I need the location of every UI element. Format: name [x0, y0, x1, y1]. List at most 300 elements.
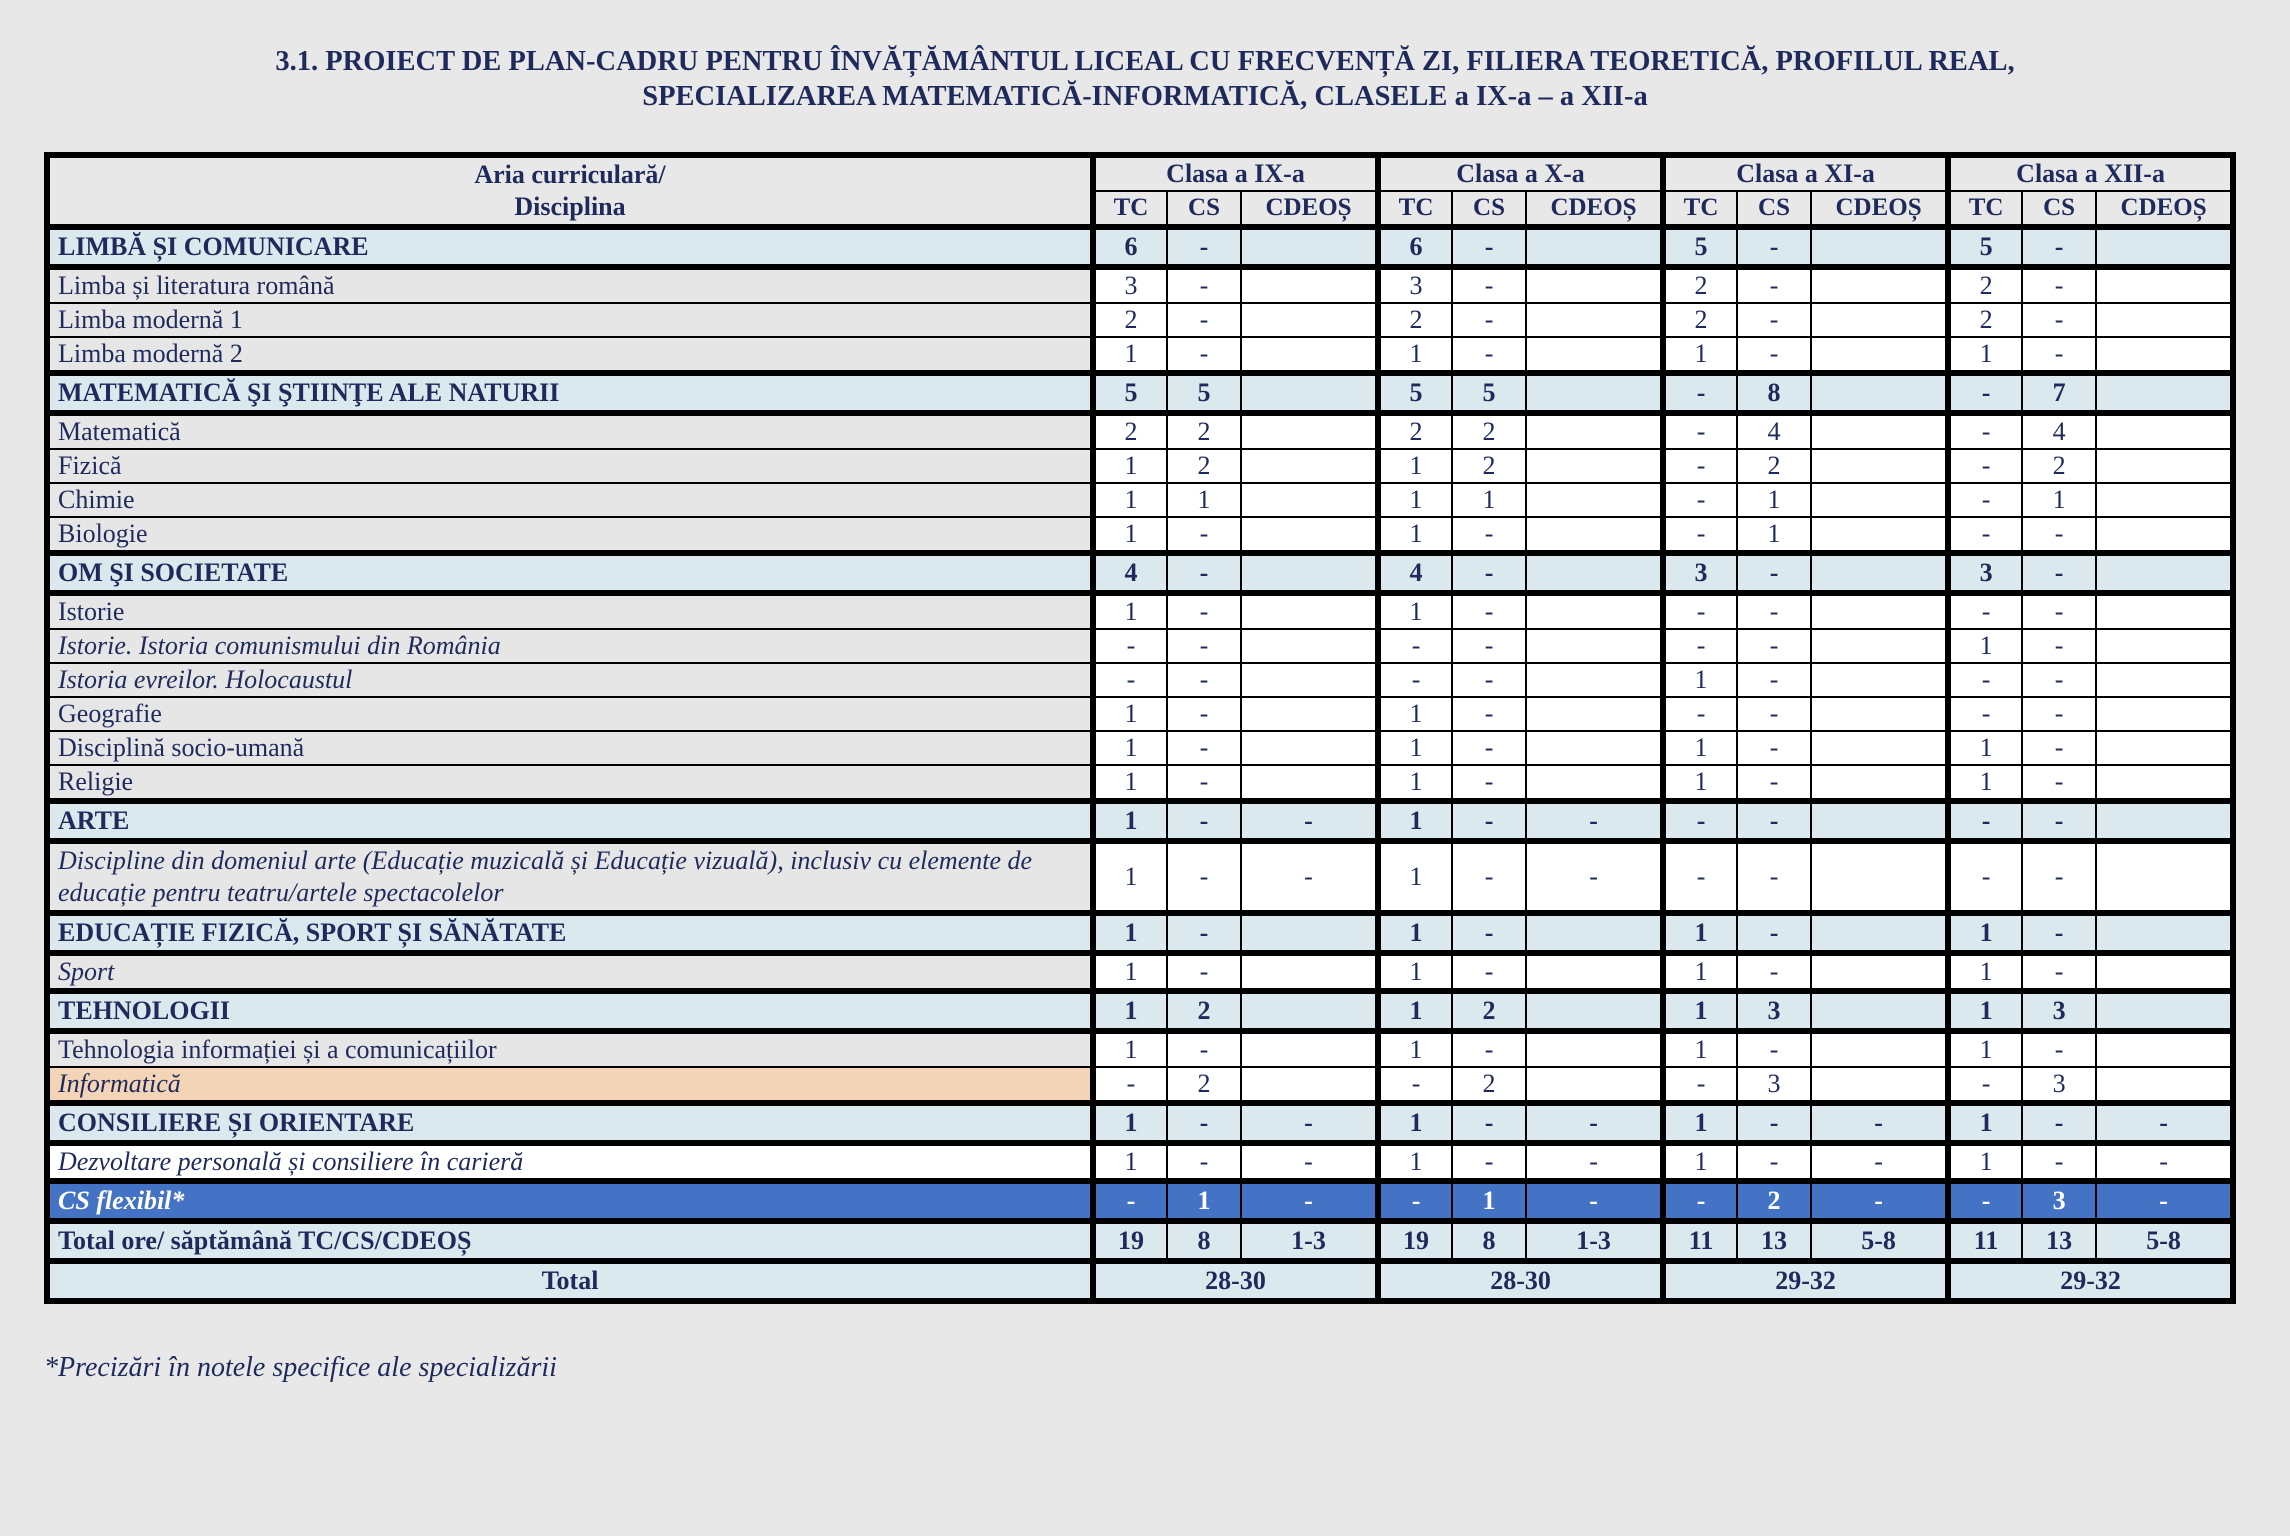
- cs-cell: -: [2022, 267, 2096, 303]
- cs-cell: 2: [1167, 1067, 1241, 1103]
- cs-cell: 8: [1452, 1221, 1526, 1261]
- cs-cell: -: [1452, 953, 1526, 991]
- cs-cell: -: [1737, 1031, 1811, 1067]
- tc-cell: 1: [1378, 517, 1452, 553]
- cdeos-cell: [1241, 765, 1378, 801]
- cs-cell: 8: [1737, 373, 1811, 413]
- cdeos-cell: [1241, 629, 1378, 663]
- tc-cell: -: [1378, 1181, 1452, 1221]
- tc-cell: -: [1663, 801, 1737, 841]
- cs-cell: -: [1737, 841, 1811, 913]
- discipline-row: [47, 953, 2233, 991]
- row-name: Istorie. Istoria comunismului din România: [47, 629, 1093, 663]
- cdeos-cell: [1241, 991, 1378, 1031]
- cs-cell: -: [2022, 663, 2096, 697]
- tc-cell: 1: [1663, 1143, 1737, 1181]
- cdeos-cell: [2096, 227, 2233, 267]
- cs-cell: -: [2022, 593, 2096, 629]
- cdeos-cell: [1526, 1031, 1663, 1067]
- row-name: Discipline din domeniul arte (Educație muzicală și Educație vizuală), inclusiv cu elemente de educație pentru teatru/artele spectacolelor: [47, 841, 1093, 913]
- cs-cell: -: [2022, 1031, 2096, 1067]
- cs-cell: -: [1167, 913, 1241, 953]
- row-name: CONSILIERE ȘI ORIENTARE: [47, 1103, 1093, 1143]
- row-name: Dezvoltare personală și consiliere în carieră: [47, 1143, 1093, 1181]
- discipline-row: [47, 697, 2233, 731]
- tc-cell: 1: [1378, 801, 1452, 841]
- cs-cell: 3: [1737, 1067, 1811, 1103]
- cs-cell: 3: [2022, 1181, 2096, 1221]
- tc-cell: -: [1948, 517, 2022, 553]
- area-row: [47, 1103, 2233, 1143]
- cdeos-cell: [1241, 267, 1378, 303]
- cdeos-cell: -: [1241, 1143, 1378, 1181]
- header-class-xi: Clasa a XI-a: [1663, 155, 1948, 191]
- cdeos-cell: [1526, 593, 1663, 629]
- cdeos-cell: [1241, 697, 1378, 731]
- tc-cell: -: [1663, 517, 1737, 553]
- tc-cell: 1: [1663, 1031, 1737, 1067]
- row-name: Geografie: [47, 697, 1093, 731]
- cdeos-cell: [1526, 991, 1663, 1031]
- tc-cell: 2: [1663, 267, 1737, 303]
- cs-cell: 4: [1737, 413, 1811, 449]
- cdeos-cell: [2096, 303, 2233, 337]
- cs-cell: -: [1167, 765, 1241, 801]
- header-area-line-1: Aria curriculară/: [474, 160, 666, 189]
- cs-cell: 13: [1737, 1221, 1811, 1261]
- tc-cell: 1: [1093, 953, 1167, 991]
- cdeos-cell: [1241, 731, 1378, 765]
- cdeos-cell: -: [1241, 1181, 1378, 1221]
- tc-cell: -: [1948, 373, 2022, 413]
- tc-cell: 3: [1948, 553, 2022, 593]
- cs-cell: 1: [1167, 1181, 1241, 1221]
- cdeos-cell: [1241, 413, 1378, 449]
- total-hours-row: [47, 1221, 2233, 1261]
- area-row: [47, 801, 2233, 841]
- tc-cell: -: [1663, 373, 1737, 413]
- row-name: MATEMATICĂ ŞI ŞTIINŢE ALE NATURII: [47, 373, 1093, 413]
- tc-cell: 1: [1093, 449, 1167, 483]
- cdeos-cell: [1811, 841, 1948, 913]
- cdeos-cell: 1-3: [1526, 1221, 1663, 1261]
- tc-cell: 1: [1378, 841, 1452, 913]
- grand-total-label: Total: [47, 1261, 1093, 1301]
- cdeos-cell: [1241, 517, 1378, 553]
- cdeos-cell: [2096, 553, 2233, 593]
- tc-cell: -: [1663, 483, 1737, 517]
- cs-cell: 3: [1737, 991, 1811, 1031]
- tc-cell: 1: [1378, 337, 1452, 373]
- tc-cell: -: [1378, 629, 1452, 663]
- cs-cell: -: [2022, 303, 2096, 337]
- discipline-row: [47, 593, 2233, 629]
- cs-cell: -: [2022, 629, 2096, 663]
- cs-cell: -: [1452, 303, 1526, 337]
- cdeos-cell: [2096, 841, 2233, 913]
- cdeos-cell: -: [2096, 1181, 2233, 1221]
- row-name: Matematică: [47, 413, 1093, 449]
- cdeos-cell: [1811, 913, 1948, 953]
- cs-cell: -: [1167, 663, 1241, 697]
- cdeos-cell: [2096, 913, 2233, 953]
- tc-cell: 1: [1663, 663, 1737, 697]
- area-row: [47, 373, 2233, 413]
- row-name: Tehnologia informației și a comunicațiilor: [47, 1031, 1093, 1067]
- cdeos-cell: [1526, 449, 1663, 483]
- cs-cell: -: [1737, 303, 1811, 337]
- discipline-row: [47, 337, 2233, 373]
- header-cdeos: CDEOȘ: [1811, 191, 1948, 227]
- cs-cell: -: [1167, 553, 1241, 593]
- cdeos-cell: [2096, 337, 2233, 373]
- cs-cell: -: [1452, 517, 1526, 553]
- cs-cell: -: [2022, 1103, 2096, 1143]
- cdeos-cell: [1526, 267, 1663, 303]
- cs-cell: 3: [2022, 1067, 2096, 1103]
- cdeos-cell: [1811, 1067, 1948, 1103]
- cdeos-cell: [1526, 953, 1663, 991]
- tc-cell: 1: [1093, 913, 1167, 953]
- cdeos-cell: [1241, 553, 1378, 593]
- cs-cell: -: [2022, 337, 2096, 373]
- cs-cell: -: [1452, 1031, 1526, 1067]
- cdeos-cell: [1526, 337, 1663, 373]
- cs-cell: -: [1167, 697, 1241, 731]
- cdeos-cell: [1811, 483, 1948, 517]
- cs-cell: -: [1167, 801, 1241, 841]
- tc-cell: 1: [1093, 801, 1167, 841]
- tc-cell: 2: [1378, 303, 1452, 337]
- cs-cell: -: [1167, 267, 1241, 303]
- cs-cell: 1: [1452, 1181, 1526, 1221]
- discipline-row: [47, 483, 2233, 517]
- cdeos-cell: [1241, 913, 1378, 953]
- tc-cell: 1: [1663, 765, 1737, 801]
- tc-cell: -: [1948, 1067, 2022, 1103]
- cs-cell: -: [1737, 267, 1811, 303]
- cdeos-cell: [1526, 553, 1663, 593]
- cs-cell: -: [1737, 553, 1811, 593]
- discipline-row: [47, 765, 2233, 801]
- cdeos-cell: [1811, 765, 1948, 801]
- cdeos-cell: 5-8: [2096, 1221, 2233, 1261]
- tc-cell: 1: [1948, 991, 2022, 1031]
- tc-cell: 1: [1663, 1103, 1737, 1143]
- tc-cell: -: [1948, 841, 2022, 913]
- cs-cell: -: [1737, 801, 1811, 841]
- area-row: [47, 553, 2233, 593]
- cs-flexibil-row: [47, 1181, 2233, 1221]
- cs-cell: -: [1452, 553, 1526, 593]
- discipline-row: [47, 841, 2233, 913]
- cs-cell: 1: [1167, 483, 1241, 517]
- tc-cell: 1: [1093, 765, 1167, 801]
- tc-cell: 1: [1948, 913, 2022, 953]
- row-name: Biologie: [47, 517, 1093, 553]
- cdeos-cell: [1811, 801, 1948, 841]
- cs-cell: 4: [2022, 413, 2096, 449]
- cdeos-cell: [2096, 1067, 2233, 1103]
- discipline-row: [47, 267, 2233, 303]
- tc-cell: 1: [1948, 337, 2022, 373]
- cs-cell: -: [1452, 267, 1526, 303]
- row-name: Limba și literatura română: [47, 267, 1093, 303]
- cdeos-cell: [2096, 801, 2233, 841]
- cs-cell: 2: [1452, 1067, 1526, 1103]
- row-name: EDUCAȚIE FIZICĂ, SPORT ȘI SĂNĂTATE: [47, 913, 1093, 953]
- cdeos-cell: [1241, 1067, 1378, 1103]
- discipline-row: [47, 1031, 2233, 1067]
- cdeos-cell: [1811, 553, 1948, 593]
- tc-cell: -: [1093, 1181, 1167, 1221]
- tc-cell: 1: [1378, 1031, 1452, 1067]
- header-cdeos: CDEOȘ: [1241, 191, 1378, 227]
- row-name: LIMBĂ ȘI COMUNICARE: [47, 227, 1093, 267]
- cdeos-cell: [1526, 697, 1663, 731]
- cdeos-cell: [1241, 953, 1378, 991]
- cdeos-cell: [2096, 413, 2233, 449]
- tc-cell: 2: [1093, 303, 1167, 337]
- cdeos-cell: [1241, 373, 1378, 413]
- cdeos-cell: [2096, 953, 2233, 991]
- cs-cell: -: [1167, 227, 1241, 267]
- row-name: Disciplină socio-umană: [47, 731, 1093, 765]
- cs-cell: -: [1452, 337, 1526, 373]
- tc-cell: 2: [1948, 267, 2022, 303]
- cs-cell: -: [2022, 553, 2096, 593]
- cdeos-cell: [1241, 227, 1378, 267]
- header-tc: TC: [1663, 191, 1737, 227]
- cdeos-cell: [1811, 1031, 1948, 1067]
- cs-cell: -: [2022, 765, 2096, 801]
- header-cs: CS: [1452, 191, 1526, 227]
- tc-cell: -: [1378, 663, 1452, 697]
- discipline-row: [47, 303, 2233, 337]
- cs-cell: 1: [1737, 517, 1811, 553]
- tc-cell: -: [1663, 593, 1737, 629]
- cs-cell: 2: [2022, 449, 2096, 483]
- tc-cell: 2: [1663, 303, 1737, 337]
- grand-total-row: [47, 1261, 2233, 1301]
- cs-cell: -: [1737, 593, 1811, 629]
- cs-cell: -: [1737, 731, 1811, 765]
- header-area-line-2: Disciplina: [514, 192, 626, 221]
- cs-cell: -: [1167, 841, 1241, 913]
- cdeos-cell: [1526, 1067, 1663, 1103]
- discipline-row: [47, 413, 2233, 449]
- cs-cell: -: [1452, 1103, 1526, 1143]
- tc-cell: -: [1093, 663, 1167, 697]
- cdeos-cell: -: [1241, 1103, 1378, 1143]
- cdeos-cell: [1526, 765, 1663, 801]
- cdeos-cell: [1811, 953, 1948, 991]
- cdeos-cell: [1811, 413, 1948, 449]
- cs-cell: -: [2022, 841, 2096, 913]
- header-tc: TC: [1093, 191, 1167, 227]
- cs-cell: 5: [1167, 373, 1241, 413]
- grand-total-xi: 29-32: [1663, 1261, 1948, 1301]
- cdeos-cell: [2096, 593, 2233, 629]
- tc-cell: -: [1948, 1181, 2022, 1221]
- cdeos-cell: [1241, 483, 1378, 517]
- tc-cell: 1: [1378, 1143, 1452, 1181]
- cdeos-cell: -: [2096, 1143, 2233, 1181]
- tc-cell: -: [1663, 629, 1737, 663]
- header-cs: CS: [2022, 191, 2096, 227]
- cdeos-cell: [1241, 449, 1378, 483]
- cs-cell: -: [1737, 697, 1811, 731]
- cdeos-cell: [2096, 517, 2233, 553]
- cdeos-cell: [1811, 731, 1948, 765]
- cs-cell: -: [1167, 1103, 1241, 1143]
- cs-cell: -: [2022, 913, 2096, 953]
- discipline-row: [47, 449, 2233, 483]
- cs-cell: -: [1452, 841, 1526, 913]
- header-cdeos: CDEOȘ: [1526, 191, 1663, 227]
- header-class-ix: Clasa a IX-a: [1093, 155, 1378, 191]
- cdeos-cell: [1526, 373, 1663, 413]
- cdeos-cell: [2096, 267, 2233, 303]
- cdeos-cell: [1811, 991, 1948, 1031]
- tc-cell: 11: [1663, 1221, 1737, 1261]
- cs-cell: -: [2022, 731, 2096, 765]
- cs-cell: -: [1167, 731, 1241, 765]
- cs-cell: 2: [1737, 449, 1811, 483]
- cdeos-cell: [1526, 303, 1663, 337]
- row-name: Sport: [47, 953, 1093, 991]
- cs-cell: -: [1737, 1143, 1811, 1181]
- cs-cell: -: [1452, 663, 1526, 697]
- tc-cell: 1: [1093, 593, 1167, 629]
- discipline-row: [47, 663, 2233, 697]
- cdeos-cell: [1811, 227, 1948, 267]
- cs-cell: 1: [1452, 483, 1526, 517]
- tc-cell: 1: [1663, 953, 1737, 991]
- cs-cell: 2: [1452, 449, 1526, 483]
- header-cdeos: CDEOȘ: [2096, 191, 2233, 227]
- cs-cell: -: [1737, 1103, 1811, 1143]
- cdeos-cell: -: [1526, 1143, 1663, 1181]
- tc-cell: 11: [1948, 1221, 2022, 1261]
- tc-cell: 1: [1093, 517, 1167, 553]
- cs-cell: -: [1452, 227, 1526, 267]
- cdeos-cell: [2096, 663, 2233, 697]
- cdeos-cell: [1811, 663, 1948, 697]
- cdeos-cell: [1526, 517, 1663, 553]
- cdeos-cell: [1526, 483, 1663, 517]
- cs-cell: 2: [1167, 413, 1241, 449]
- cdeos-cell: [1241, 337, 1378, 373]
- cdeos-cell: [1526, 413, 1663, 449]
- row-name: CS flexibil*: [47, 1181, 1093, 1221]
- tc-cell: -: [1093, 1067, 1167, 1103]
- tc-cell: 1: [1093, 731, 1167, 765]
- cs-cell: -: [1167, 593, 1241, 629]
- tc-cell: 19: [1378, 1221, 1452, 1261]
- cs-cell: -: [1452, 801, 1526, 841]
- row-name: TEHNOLOGII: [47, 991, 1093, 1031]
- tc-cell: 19: [1093, 1221, 1167, 1261]
- cdeos-cell: [1811, 303, 1948, 337]
- title-line-2: SPECIALIZAREA MATEMATICĂ-INFORMATICĂ, CLASELE a IX-a – a XII-a: [642, 81, 1648, 112]
- cdeos-cell: -: [1241, 841, 1378, 913]
- title-line-1: 3.1. PROIECT DE PLAN-CADRU PENTRU ÎNVĂȚĂMÂNTUL LICEAL CU FRECVENȚĂ ZI, FILIERA TEORETICĂ, PROFILUL REAL,: [275, 46, 2015, 77]
- discipline-row: [47, 1067, 2233, 1103]
- header-tc: TC: [1378, 191, 1452, 227]
- cs-cell: -: [1167, 953, 1241, 991]
- tc-cell: -: [1663, 449, 1737, 483]
- cs-cell: -: [1167, 629, 1241, 663]
- row-name: ARTE: [47, 801, 1093, 841]
- discipline-row: [47, 1143, 2233, 1181]
- cdeos-cell: [2096, 991, 2233, 1031]
- cs-cell: 1: [1737, 483, 1811, 517]
- curriculum-table: [44, 152, 2236, 1304]
- row-name: Informatică: [47, 1067, 1093, 1103]
- row-name: Religie: [47, 765, 1093, 801]
- tc-cell: 1: [1663, 991, 1737, 1031]
- tc-cell: 1: [1378, 697, 1452, 731]
- cdeos-cell: [1241, 593, 1378, 629]
- cs-cell: 13: [2022, 1221, 2096, 1261]
- cdeos-cell: -: [1526, 1181, 1663, 1221]
- cdeos-cell: [2096, 373, 2233, 413]
- tc-cell: 1: [1093, 1143, 1167, 1181]
- area-row: [47, 991, 2233, 1031]
- cdeos-cell: -: [1526, 841, 1663, 913]
- tc-cell: 1: [1093, 1103, 1167, 1143]
- cs-cell: 2: [1737, 1181, 1811, 1221]
- row-name: Fizică: [47, 449, 1093, 483]
- cs-cell: -: [1737, 913, 1811, 953]
- cs-cell: -: [2022, 953, 2096, 991]
- cs-cell: -: [1452, 913, 1526, 953]
- tc-cell: -: [1093, 629, 1167, 663]
- cdeos-cell: [2096, 629, 2233, 663]
- tc-cell: 1: [1378, 991, 1452, 1031]
- tc-cell: 1: [1663, 913, 1737, 953]
- cs-cell: -: [1167, 303, 1241, 337]
- area-row: [47, 913, 2233, 953]
- cdeos-cell: [1811, 517, 1948, 553]
- tc-cell: 5: [1093, 373, 1167, 413]
- cs-cell: -: [1167, 517, 1241, 553]
- tc-cell: 5: [1378, 373, 1452, 413]
- cdeos-cell: 1-3: [1241, 1221, 1378, 1261]
- cdeos-cell: -: [1526, 1103, 1663, 1143]
- cs-cell: -: [1452, 593, 1526, 629]
- tc-cell: 1: [1948, 953, 2022, 991]
- cs-cell: 2: [1452, 413, 1526, 449]
- cdeos-cell: [2096, 765, 2233, 801]
- cdeos-cell: [1526, 663, 1663, 697]
- cs-cell: 2: [1167, 991, 1241, 1031]
- cs-cell: -: [1452, 629, 1526, 663]
- cs-cell: -: [1737, 629, 1811, 663]
- tc-cell: 6: [1378, 227, 1452, 267]
- tc-cell: -: [1948, 413, 2022, 449]
- cs-cell: -: [1167, 337, 1241, 373]
- table-body: [47, 227, 2233, 1261]
- cs-cell: 3: [2022, 991, 2096, 1031]
- cdeos-cell: [1811, 629, 1948, 663]
- cdeos-cell: [1811, 337, 1948, 373]
- cs-cell: -: [1452, 697, 1526, 731]
- grand-total-x: 28-30: [1378, 1261, 1663, 1301]
- discipline-row: [47, 629, 2233, 663]
- tc-cell: 1: [1948, 765, 2022, 801]
